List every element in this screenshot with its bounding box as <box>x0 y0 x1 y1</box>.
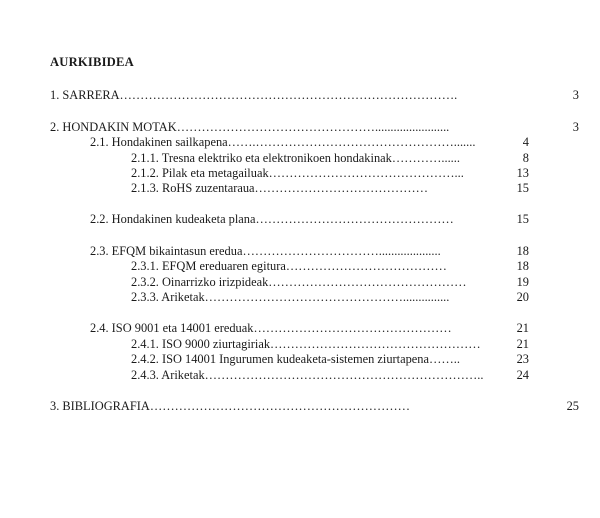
toc-entry <box>131 258 530 274</box>
toc-entry <box>90 134 530 150</box>
toc-entry-text: 2. HONDAKIN MOTAK…………………………………………........................ <box>50 120 450 134</box>
toc-entry-page: 21 <box>516 321 529 335</box>
toc-entry-text: 2.4.1. ISO 9000 ziurtagiriak…………………………………………… <box>131 337 481 351</box>
toc-entry-page: 3 <box>572 88 579 102</box>
toc-entry-text: 2.3.1. EFQM ereduaren egitura………………………………… <box>131 259 447 273</box>
toc-entry-page: 18 <box>516 244 529 258</box>
toc-entry-text: 1. SARRERA………………………………………………………………………. <box>50 88 458 102</box>
toc-entry <box>131 367 530 383</box>
toc-entry <box>50 398 579 414</box>
toc-entry-text: 2.2. Hondakinen kudeaketa plana………………………………………… <box>90 212 454 226</box>
toc-entry <box>90 243 530 259</box>
toc-entry-page: 24 <box>516 368 529 382</box>
toc-title: AURKIBIDEA <box>50 55 134 69</box>
toc-entry-text: 2.3. EFQM bikaintasun eredua…………………………….................... <box>90 244 441 258</box>
toc-entry-text: 2.1.1. Tresna elektriko eta elektronikoen hondakinak…………...... <box>131 151 460 165</box>
toc-entry <box>131 150 530 166</box>
toc-entry-page: 18 <box>516 259 529 273</box>
toc-entry-page: 13 <box>516 166 529 180</box>
toc-entry-text: 2.1.3. RoHS zuzentaraua…………………………………… <box>131 181 428 195</box>
toc-entry <box>50 87 579 103</box>
toc-entry-text: 2.4.2. ISO 14001 Ingurumen kudeaketa-sistemen ziurtapena…….. <box>131 352 460 366</box>
toc-entry <box>131 274 530 290</box>
toc-entry-page: 25 <box>566 399 579 413</box>
toc-entry <box>131 289 530 305</box>
toc-entry-text: 3. BIBLIOGRAFIA……………………………………………………… <box>50 399 411 413</box>
toc-entry <box>131 180 530 196</box>
toc-entry <box>131 351 530 367</box>
toc-entry-page: 15 <box>516 212 529 226</box>
toc-entry-page: 8 <box>522 151 529 165</box>
toc-entry-page: 15 <box>516 181 529 195</box>
toc-entry-page: 23 <box>516 352 529 366</box>
toc-entry <box>131 336 530 352</box>
toc-entry-text: 2.3.3. Ariketak…………………………………………............... <box>131 290 450 304</box>
toc-entry-page: 3 <box>572 120 579 134</box>
toc-entry <box>90 211 530 227</box>
toc-entry-text: 2.4.3. Ariketak………………………………………………………….. <box>131 368 484 382</box>
toc-entry-page: 21 <box>516 337 529 351</box>
toc-entry <box>131 165 530 181</box>
toc-entry <box>50 119 579 135</box>
toc-entry-text: 2.3.2. Oinarrizko irizpideak………………………………………… <box>131 275 467 289</box>
toc-entry-page: 4 <box>522 135 529 149</box>
toc-entry-text: 2.1. Hondakinen sailkapena…….…………………………………………....... <box>90 135 476 149</box>
toc-entry-text: 2.1.2. Pilak eta metagailuak………………………………………... <box>131 166 464 180</box>
toc-entry-page: 20 <box>516 290 529 304</box>
toc-entry-text: 2.4. ISO 9001 eta 14001 ereduak………………………………………… <box>90 321 452 335</box>
toc-entry-page: 19 <box>516 275 529 289</box>
toc-entry <box>90 320 530 336</box>
